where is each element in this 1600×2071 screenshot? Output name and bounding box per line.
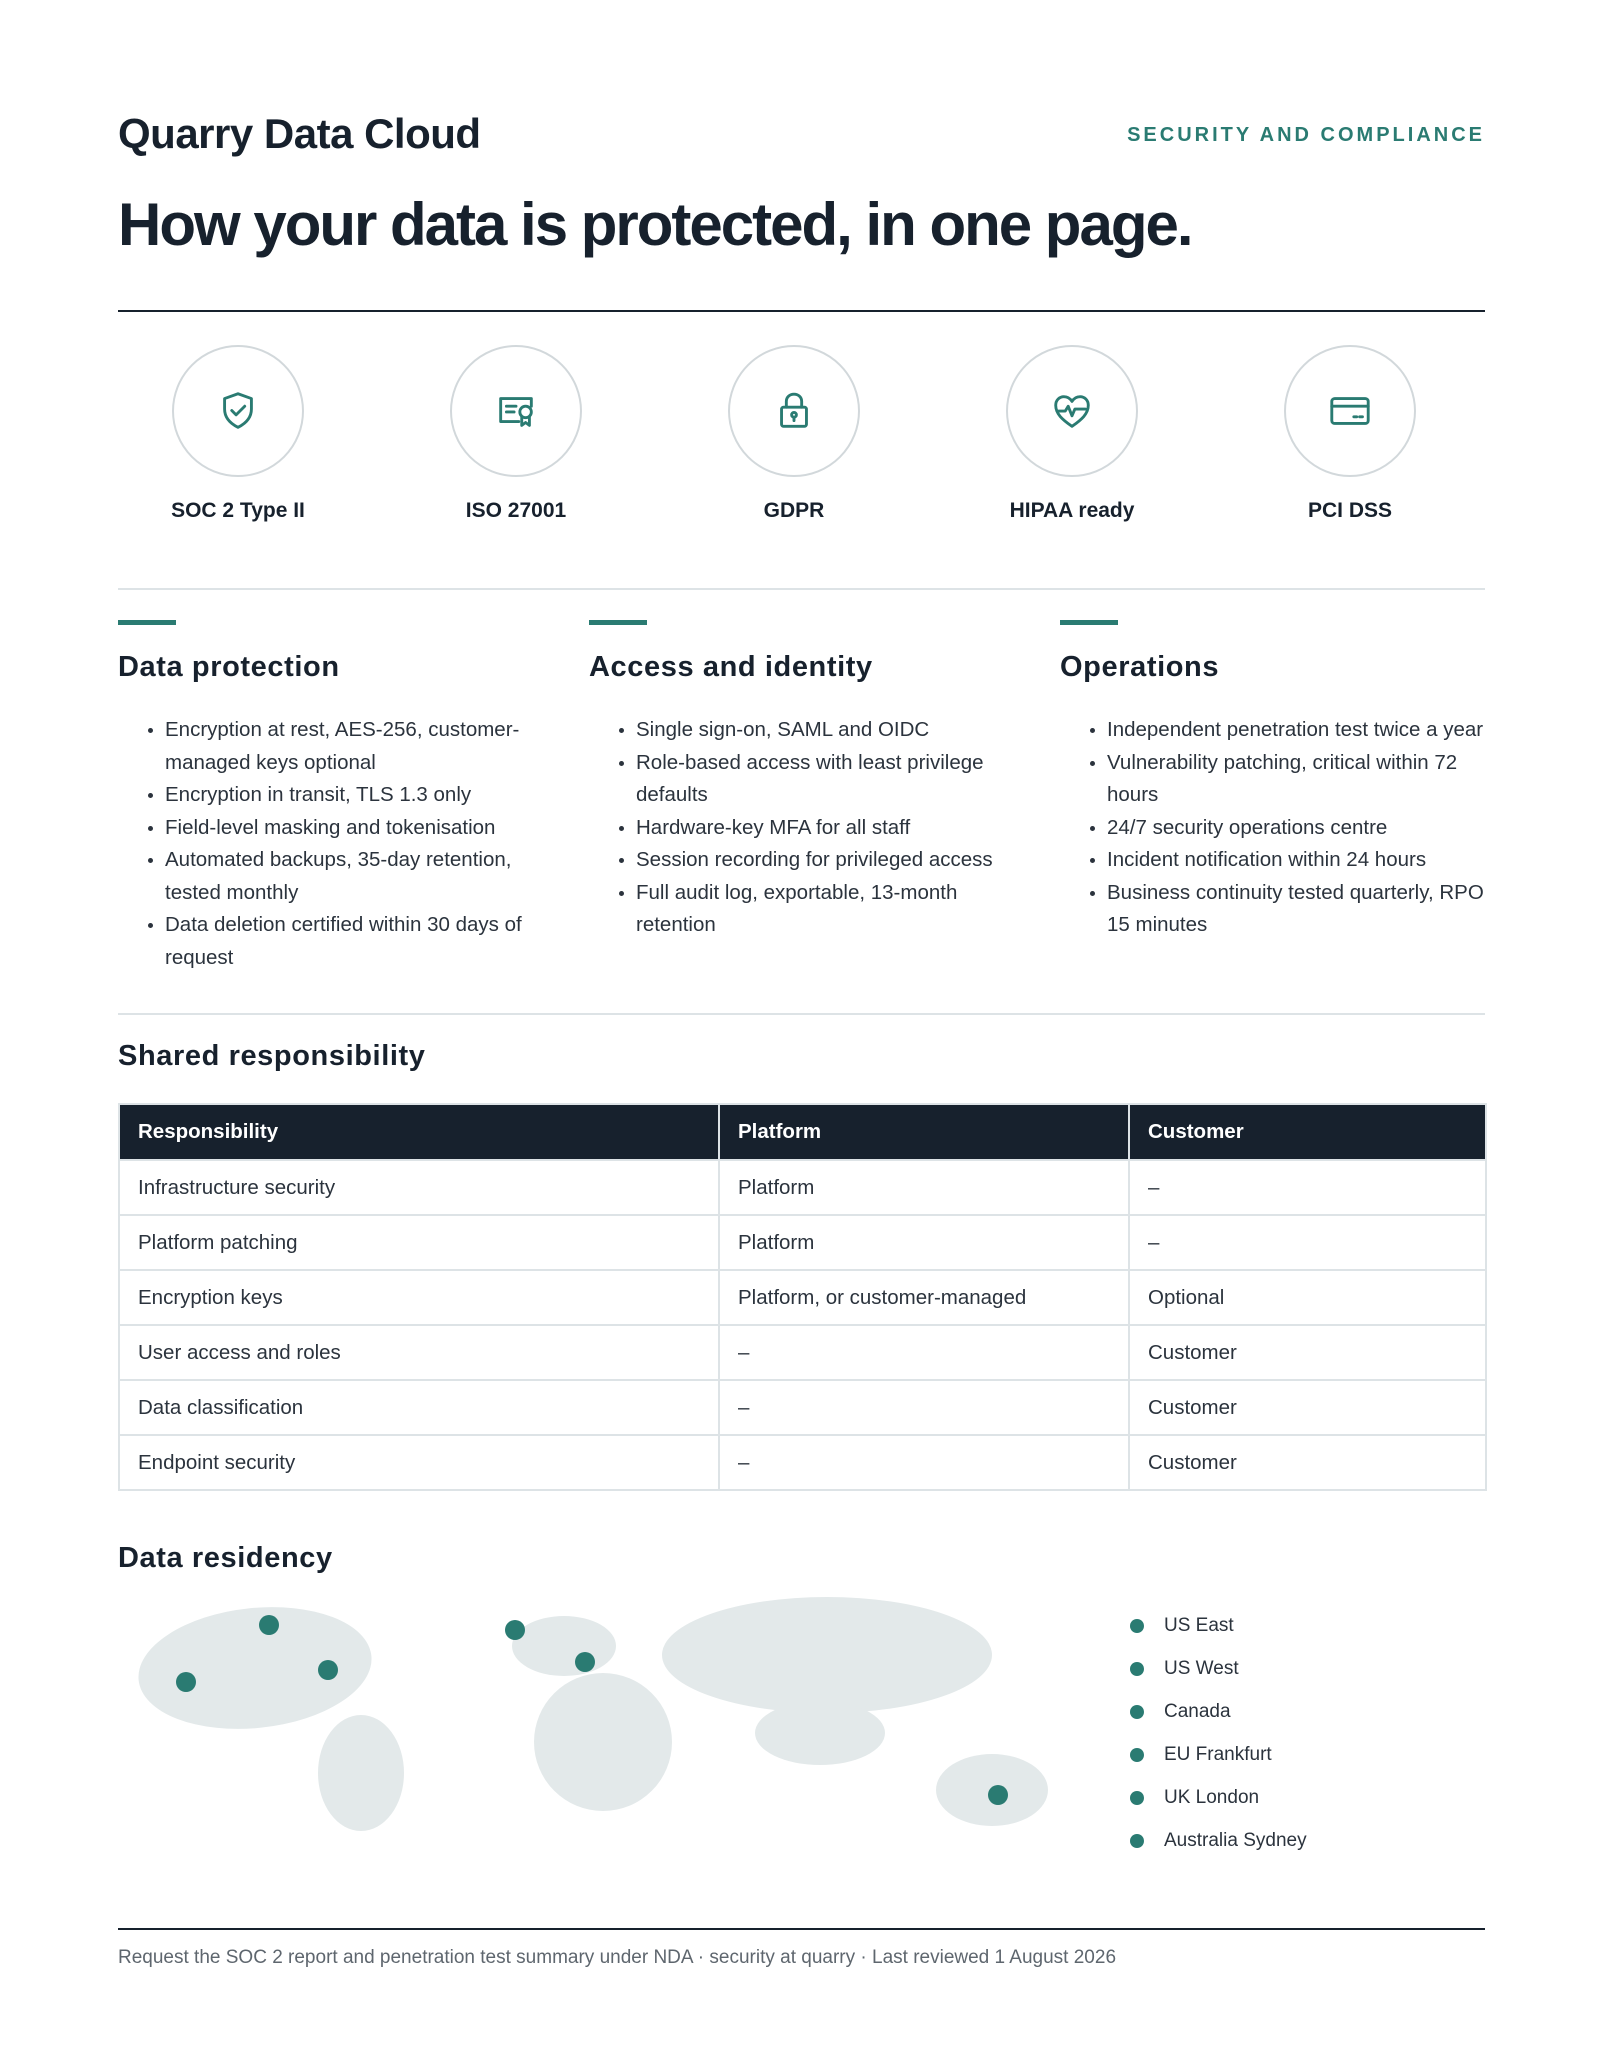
cert-label: HIPAA ready [1009, 499, 1135, 522]
cert-iso27001 [396, 345, 636, 523]
region-legend [1130, 1604, 1307, 1862]
list-item: • Session recording for privileged access [636, 844, 1039, 877]
shared-responsibility-table [118, 1103, 1487, 1491]
column-header: Customer [1129, 1104, 1486, 1160]
shield-check-icon [215, 388, 261, 434]
table-cell: – [719, 1435, 1129, 1490]
list-item: • Field-level masking and tokenisation [165, 812, 568, 845]
certification-row [118, 345, 1508, 535]
list-item: • 24/7 security operations centre [1107, 812, 1510, 845]
table-cell: Customer [1129, 1325, 1486, 1380]
credit-card-icon [1327, 388, 1373, 434]
pillar-list [589, 714, 1039, 942]
table-cell: Optional [1129, 1270, 1486, 1325]
legend-item [1130, 1604, 1307, 1647]
pillar-access-identity [589, 620, 1039, 942]
table-row [119, 1380, 1486, 1435]
region-dot [1130, 1791, 1144, 1805]
region-marker-canada [259, 1615, 279, 1635]
region-marker-us-east [318, 1660, 338, 1680]
list-item: • Full audit log, exportable, 13-month retention [636, 877, 1039, 942]
pillar-list [118, 714, 568, 974]
pillar-list [1060, 714, 1510, 942]
cert-label: SOC 2 Type II [171, 499, 305, 522]
table-cell: – [1129, 1215, 1486, 1270]
region-label: UK London [1164, 1786, 1260, 1808]
legend-item [1130, 1776, 1307, 1819]
cert-hipaa [952, 345, 1192, 523]
list-item: • Encryption at rest, AES-256, customer-managed keys optional [165, 714, 568, 779]
section-divider [118, 588, 1485, 590]
table-cell: Data classification [119, 1380, 719, 1435]
pillar-title: Data protection [118, 651, 340, 683]
page [118, 0, 1485, 2071]
list-item: • Business continuity tested quarterly, RPO 15 minutes [1107, 877, 1510, 942]
table-cell: – [1129, 1160, 1486, 1215]
table-row [119, 1270, 1486, 1325]
table-cell: User access and roles [119, 1325, 719, 1380]
landmass-north-america [132, 1596, 377, 1740]
column-header: Platform [719, 1104, 1129, 1160]
region-marker-us-west [176, 1672, 196, 1692]
list-item: • Encryption in transit, TLS 1.3 only [165, 779, 568, 812]
lock-icon [771, 388, 817, 434]
table-cell: Endpoint security [119, 1435, 719, 1490]
list-item: • Data deletion certified within 30 days of request [165, 909, 568, 974]
section-divider [118, 1013, 1485, 1015]
table-cell: Platform patching [119, 1215, 719, 1270]
region-dot [1130, 1705, 1144, 1719]
region-marker-australia-sydney [988, 1785, 1008, 1805]
landmass-south-asia [755, 1701, 885, 1765]
table-cell: Customer [1129, 1435, 1486, 1490]
pillar-title: Operations [1060, 651, 1220, 683]
cert-label: GDPR [763, 499, 825, 522]
table-cell: – [719, 1325, 1129, 1380]
table-row [119, 1435, 1486, 1490]
table-cell: – [719, 1380, 1129, 1435]
accent-bar [589, 620, 647, 625]
region-dot [1130, 1619, 1144, 1633]
table-row [119, 1160, 1486, 1215]
region-label: US East [1164, 1614, 1234, 1636]
table-cell: Infrastructure security [119, 1160, 719, 1215]
region-marker-eu-frankfurt [575, 1652, 595, 1672]
table-cell: Encryption keys [119, 1270, 719, 1325]
table-cell: Platform [719, 1215, 1129, 1270]
brand-name: Quarry Data Cloud [118, 110, 481, 157]
legend-item [1130, 1690, 1307, 1733]
list-item: • Incident notification within 24 hours [1107, 844, 1510, 877]
region-marker-uk-london [505, 1620, 525, 1640]
eyebrow-label: SECURITY AND COMPLIANCE [1127, 124, 1485, 146]
list-item: • Independent penetration test twice a year [1107, 714, 1510, 747]
world-map [118, 1590, 1058, 1850]
footer-divider [118, 1928, 1485, 1930]
heart-pulse-icon [1049, 388, 1095, 434]
accent-bar [1060, 620, 1118, 625]
footer-note: Request the SOC 2 report and penetration test summary under NDA · security at quarry · Last reviewed 1 August 2026 [118, 1947, 1117, 1968]
list-item: • Single sign-on, SAML and OIDC [636, 714, 1039, 747]
landmass-africa [534, 1673, 672, 1811]
list-item: • Hardware-key MFA for all staff [636, 812, 1039, 845]
region-dot [1130, 1662, 1144, 1676]
table-cell: Customer [1129, 1380, 1486, 1435]
legend-item [1130, 1647, 1307, 1690]
region-label: US West [1164, 1657, 1239, 1679]
column-header: Responsibility [119, 1104, 719, 1160]
list-item: • Vulnerability patching, critical within 72 hours [1107, 747, 1510, 812]
legend-item [1130, 1733, 1307, 1776]
table-row [119, 1215, 1486, 1270]
cert-gdpr [674, 345, 914, 523]
region-dot [1130, 1748, 1144, 1762]
table-header-row [119, 1104, 1486, 1160]
landmass-europe [512, 1616, 616, 1676]
region-label: EU Frankfurt [1164, 1743, 1272, 1765]
landmass-south-america [318, 1715, 404, 1831]
list-item: • Role-based access with least privilege defaults [636, 747, 1039, 812]
data-residency-title: Data residency [118, 1542, 333, 1574]
landmass-asia [662, 1597, 992, 1713]
region-label: Canada [1164, 1700, 1231, 1722]
table-cell: Platform, or customer-managed [719, 1270, 1129, 1325]
table-row [119, 1325, 1486, 1380]
list-item: • Automated backups, 35-day retention, tested monthly [165, 844, 568, 909]
page-title: How your data is protected, in one page. [118, 191, 1192, 258]
shared-responsibility-title: Shared responsibility [118, 1040, 426, 1072]
accent-bar [118, 620, 176, 625]
header-divider [118, 310, 1485, 312]
legend-item [1130, 1819, 1307, 1862]
region-label: Australia Sydney [1164, 1829, 1307, 1851]
cert-pci-dss [1230, 345, 1470, 523]
cert-label: ISO 27001 [465, 499, 567, 522]
pillar-title: Access and identity [589, 651, 873, 683]
certificate-icon [493, 388, 539, 434]
pillar-operations [1060, 620, 1510, 942]
cert-label: PCI DSS [1307, 499, 1393, 522]
region-dot [1130, 1834, 1144, 1848]
pillar-data-protection [118, 620, 568, 974]
cert-soc2 [118, 345, 358, 523]
table-cell: Platform [719, 1160, 1129, 1215]
